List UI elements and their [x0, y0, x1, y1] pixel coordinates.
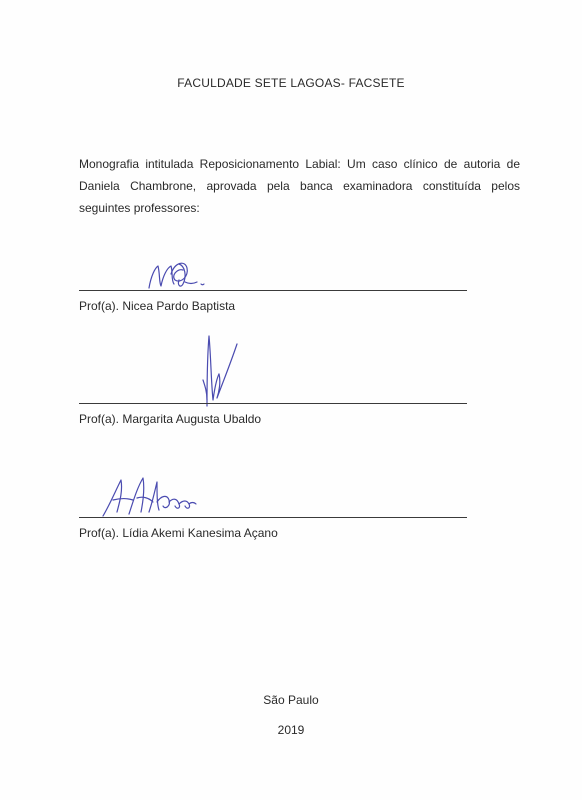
- signature-2: [193, 330, 243, 408]
- examiner-block-1: [79, 250, 467, 320]
- city-label: São Paulo: [263, 693, 319, 707]
- signature-3: [99, 472, 199, 520]
- approval-statement: Monografia intitulada Reposicionamento Labial: Um caso clínico de autoria de Daniela Chambrone, aprovada pela banca examinadora constituída pelos seguintes professores:: [79, 157, 520, 215]
- examiner-block-2: [79, 330, 467, 440]
- examiner-block-3: [79, 470, 467, 550]
- year-label: 2019: [277, 723, 305, 737]
- signature-line-2: [79, 403, 467, 404]
- signature-line-1: [79, 290, 467, 291]
- examiner-name-2: Prof(a). Margarita Augusta Ubaldo: [79, 412, 262, 426]
- examiner-name-1: Prof(a). Nicea Pardo Baptista: [79, 299, 236, 313]
- signature-line-3: [79, 517, 467, 518]
- examiner-name-3: Prof(a). Lídia Akemi Kanesima Açano: [79, 526, 278, 540]
- institution-title: FACULDADE SETE LAGOAS- FACSETE: [177, 76, 405, 90]
- signature-1: [141, 254, 211, 294]
